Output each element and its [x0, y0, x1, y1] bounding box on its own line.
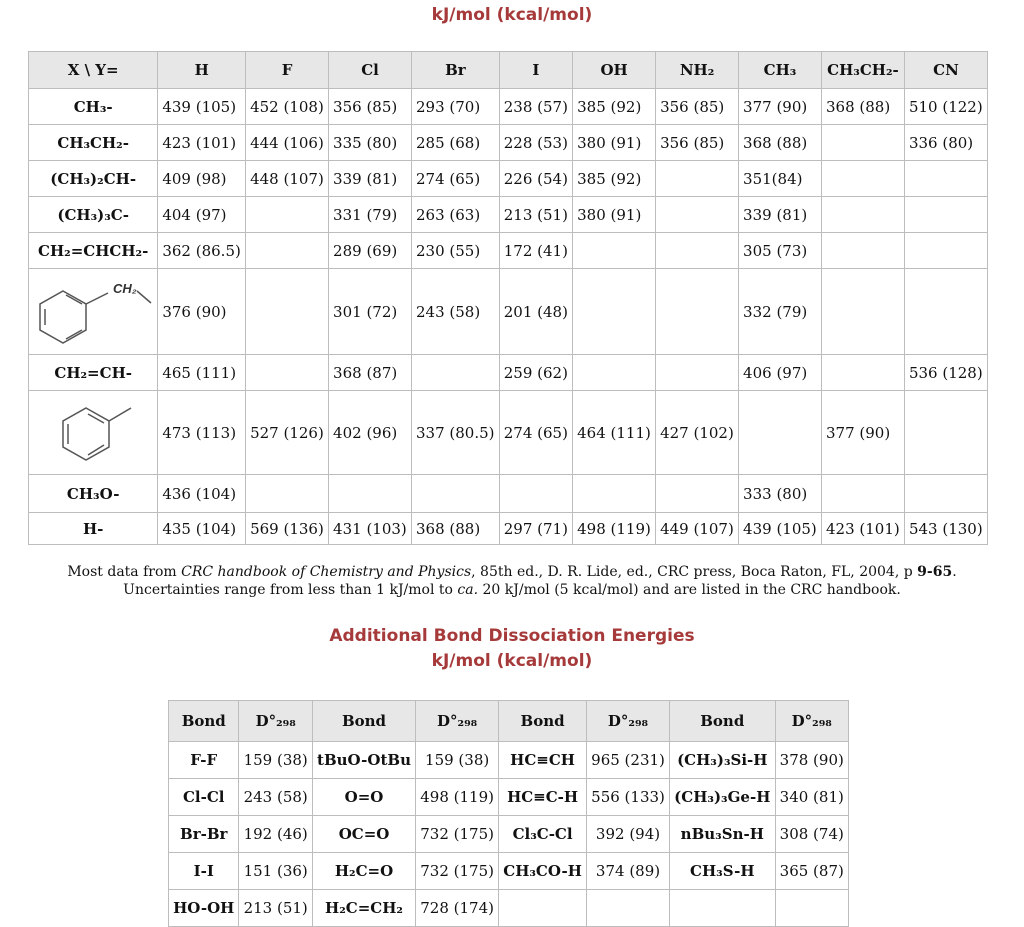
bond-cell: (CH₃)₃Ge-H [670, 779, 776, 816]
table-cell: 230 (55) [412, 233, 500, 269]
table-cell: 439 (105) [739, 513, 822, 545]
table-cell: 404 (97) [158, 197, 246, 233]
table-cell: 452 (108) [246, 89, 329, 125]
additional-units: kJ/mol (kcal/mol) [431, 651, 593, 671]
table-cell: 385 (92) [573, 89, 656, 125]
table-cell: 448 (107) [246, 161, 329, 197]
bond-cell: nBu₃Sn-H [670, 816, 776, 853]
bond-cell: H₂C=CH₂ [312, 890, 415, 927]
table-cell: 464 (111) [573, 391, 656, 475]
table-cell: 423 (101) [158, 125, 246, 161]
table-row [169, 742, 849, 779]
bond-cell [670, 890, 776, 927]
table-row [29, 475, 988, 513]
table-cell [656, 355, 739, 391]
d298-header: D°₂₉₈ [775, 701, 848, 742]
column-header: Cl [329, 52, 412, 89]
bond-cell: H₂C=O [312, 853, 415, 890]
table-cell: 301 (72) [329, 269, 412, 355]
additional-heading: Additional Bond Dissociation Energies [329, 626, 695, 646]
bond-header: Bond [670, 701, 776, 742]
bond-cell [499, 890, 587, 927]
table-row [169, 779, 849, 816]
table-cell: 406 (97) [739, 355, 822, 391]
table-cell [822, 161, 905, 197]
table-cell: 376 (90) [158, 269, 246, 355]
table-cell: 263 (63) [412, 197, 500, 233]
column-header: F [246, 52, 329, 89]
bond-header: Bond [499, 701, 587, 742]
row-header [29, 391, 158, 475]
table-cell [904, 391, 987, 475]
column-header: OH [573, 52, 656, 89]
energy-cell: 159 (38) [416, 742, 499, 779]
bond-cell: HO-OH [169, 890, 239, 927]
bond-cell: I-I [169, 853, 239, 890]
table-cell [656, 475, 739, 513]
energy-cell: 498 (119) [416, 779, 499, 816]
table-cell: 427 (102) [656, 391, 739, 475]
table-cell: 335 (80) [329, 125, 412, 161]
table-cell: 172 (41) [499, 233, 572, 269]
table-cell [573, 475, 656, 513]
table-cell: 368 (88) [822, 89, 905, 125]
table-row [29, 197, 988, 233]
table-cell: 449 (107) [656, 513, 739, 545]
table-cell [739, 391, 822, 475]
column-header: CH₃ [739, 52, 822, 89]
bond-cell: HC≡C-H [499, 779, 587, 816]
table-cell: 201 (48) [499, 269, 572, 355]
table-cell [656, 269, 739, 355]
table-cell: 333 (80) [739, 475, 822, 513]
table-cell: 226 (54) [499, 161, 572, 197]
table-row [29, 355, 988, 391]
table-row [169, 816, 849, 853]
table-cell: 356 (85) [329, 89, 412, 125]
table-cell [573, 355, 656, 391]
row-header: CH₂=CH- [29, 355, 158, 391]
table-cell [822, 269, 905, 355]
table-row [29, 161, 988, 197]
table-cell [822, 475, 905, 513]
ch2-label: CH₂ [113, 280, 137, 296]
table-cell: 435 (104) [158, 513, 246, 545]
table-cell [822, 125, 905, 161]
table-cell: 510 (122) [904, 89, 987, 125]
table-cell: 238 (57) [499, 89, 572, 125]
table-cell: 336 (80) [904, 125, 987, 161]
bond-dissociation-table [28, 51, 988, 545]
bond-cell: Br-Br [169, 816, 239, 853]
table-cell [499, 475, 572, 513]
table-cell: 436 (104) [158, 475, 246, 513]
table-cell [904, 475, 987, 513]
energy-cell: 728 (174) [416, 890, 499, 927]
table-cell [822, 233, 905, 269]
source-note-line2: Uncertainties range from less than 1 kJ/mol to ca. 20 kJ/mol (5 kcal/mol) and are listed in the CRC handbook. [123, 582, 901, 598]
energy-cell [775, 890, 848, 927]
table-cell: 339 (81) [329, 161, 412, 197]
row-header: (CH₃)₃C- [29, 197, 158, 233]
table-cell: 285 (68) [412, 125, 500, 161]
row-header [29, 269, 158, 355]
energy-cell: 732 (175) [416, 816, 499, 853]
bond-cell: CH₃CO-H [499, 853, 587, 890]
energy-cell: 159 (38) [239, 742, 312, 779]
table-cell: 377 (90) [822, 391, 905, 475]
table-row [29, 125, 988, 161]
energy-cell: 556 (133) [587, 779, 670, 816]
row-header: CH₃- [29, 89, 158, 125]
energy-cell: 378 (90) [775, 742, 848, 779]
table-cell: 274 (65) [412, 161, 500, 197]
bond-cell: F-F [169, 742, 239, 779]
table-cell [573, 233, 656, 269]
table-cell [656, 161, 739, 197]
header-row [29, 52, 988, 89]
bond-cell: Cl₃C-Cl [499, 816, 587, 853]
row-header: H- [29, 513, 158, 545]
energy-cell: 965 (231) [587, 742, 670, 779]
table-cell: 439 (105) [158, 89, 246, 125]
table-row [29, 391, 988, 475]
table-cell: 465 (111) [158, 355, 246, 391]
table-row [169, 853, 849, 890]
table-cell: 293 (70) [412, 89, 500, 125]
table-cell [822, 355, 905, 391]
table-cell: 332 (79) [739, 269, 822, 355]
table-cell: 351(84) [739, 161, 822, 197]
table-cell: 243 (58) [412, 269, 500, 355]
table-cell [412, 475, 500, 513]
table-row [29, 269, 988, 355]
energy-cell: 151 (36) [239, 853, 312, 890]
source-note [0, 563, 1024, 599]
table-cell [246, 233, 329, 269]
row-header: CH₃CH₂- [29, 125, 158, 161]
table-cell: 337 (80.5) [412, 391, 500, 475]
table-cell: 543 (130) [904, 513, 987, 545]
energy-cell: 392 (94) [587, 816, 670, 853]
energy-cell: 732 (175) [416, 853, 499, 890]
column-header: NH₂ [656, 52, 739, 89]
table-cell: 362 (86.5) [158, 233, 246, 269]
table-cell: 473 (113) [158, 391, 246, 475]
column-header: I [499, 52, 572, 89]
table-cell [329, 475, 412, 513]
header-row [169, 701, 849, 742]
table-cell: 423 (101) [822, 513, 905, 545]
table-cell [412, 355, 500, 391]
table-cell [904, 161, 987, 197]
table-cell: 409 (98) [158, 161, 246, 197]
energy-cell: 340 (81) [775, 779, 848, 816]
table-cell: 402 (96) [329, 391, 412, 475]
energy-cell: 192 (46) [239, 816, 312, 853]
column-header: H [158, 52, 246, 89]
column-header: Br [412, 52, 500, 89]
energy-cell: 213 (51) [239, 890, 312, 927]
energy-cell [587, 890, 670, 927]
d298-header: D°₂₉₈ [416, 701, 499, 742]
bond-cell: CH₃S-H [670, 853, 776, 890]
source-note-line1: Most data from CRC handbook of Chemistry and Physics, 85th ed., D. R. Lide, ed., CRC press, Boca Raton, FL, 2004, p 9-65. [67, 564, 957, 580]
table-cell: 380 (91) [573, 125, 656, 161]
table-cell [656, 233, 739, 269]
units-heading: kJ/mol (kcal/mol) [431, 5, 593, 25]
d298-header: D°₂₉₈ [239, 701, 312, 742]
table-cell [904, 197, 987, 233]
table-cell [246, 269, 329, 355]
table-cell: 498 (119) [573, 513, 656, 545]
bond-header: Bond [169, 701, 239, 742]
energy-cell: 365 (87) [775, 853, 848, 890]
table-cell: 368 (87) [329, 355, 412, 391]
table-cell: 527 (126) [246, 391, 329, 475]
table-cell: 228 (53) [499, 125, 572, 161]
table-cell: 444 (106) [246, 125, 329, 161]
table-cell: 431 (103) [329, 513, 412, 545]
table-cell [904, 233, 987, 269]
table-cell: 339 (81) [739, 197, 822, 233]
table-cell: 289 (69) [329, 233, 412, 269]
bond-cell: Cl-Cl [169, 779, 239, 816]
d298-header: D°₂₉₈ [587, 701, 670, 742]
column-header: CN [904, 52, 987, 89]
table-cell: 380 (91) [573, 197, 656, 233]
bond-cell: tBuO-OtBu [312, 742, 415, 779]
additional-bde-table [168, 700, 849, 927]
table-cell: 331 (79) [329, 197, 412, 233]
row-header: (CH₃)₂CH- [29, 161, 158, 197]
table-cell: 297 (71) [499, 513, 572, 545]
table-row [29, 513, 988, 545]
bond-header: Bond [312, 701, 415, 742]
table-row [169, 890, 849, 927]
table-cell [573, 269, 656, 355]
benzene-ring-icon [33, 400, 153, 466]
bond-cell: OC=O [312, 816, 415, 853]
column-header: CH₃CH₂- [822, 52, 905, 89]
energy-cell: 374 (89) [587, 853, 670, 890]
bond-cell: (CH₃)₃Si-H [670, 742, 776, 779]
table-cell: 368 (88) [412, 513, 500, 545]
energy-cell: 308 (74) [775, 816, 848, 853]
table-cell: 356 (85) [656, 89, 739, 125]
row-header: CH₃O- [29, 475, 158, 513]
benzene-ring-icon [33, 277, 153, 347]
table-cell: 569 (136) [246, 513, 329, 545]
bond-cell: HC≡CH [499, 742, 587, 779]
table-cell: 213 (51) [499, 197, 572, 233]
table-cell: 305 (73) [739, 233, 822, 269]
row-header: CH₂=CHCH₂- [29, 233, 158, 269]
table-cell: 385 (92) [573, 161, 656, 197]
table-row [29, 89, 988, 125]
table-cell: 536 (128) [904, 355, 987, 391]
corner-header: X \ Y= [29, 52, 158, 89]
table-cell [246, 355, 329, 391]
table-cell [904, 269, 987, 355]
table-row [29, 233, 988, 269]
table-cell: 377 (90) [739, 89, 822, 125]
table-cell: 368 (88) [739, 125, 822, 161]
bond-cell: O=O [312, 779, 415, 816]
table-cell [656, 197, 739, 233]
table-cell [822, 197, 905, 233]
table-cell: 356 (85) [656, 125, 739, 161]
table-cell [246, 197, 329, 233]
table-cell: 259 (62) [499, 355, 572, 391]
table-cell [246, 475, 329, 513]
table-cell: 274 (65) [499, 391, 572, 475]
energy-cell: 243 (58) [239, 779, 312, 816]
